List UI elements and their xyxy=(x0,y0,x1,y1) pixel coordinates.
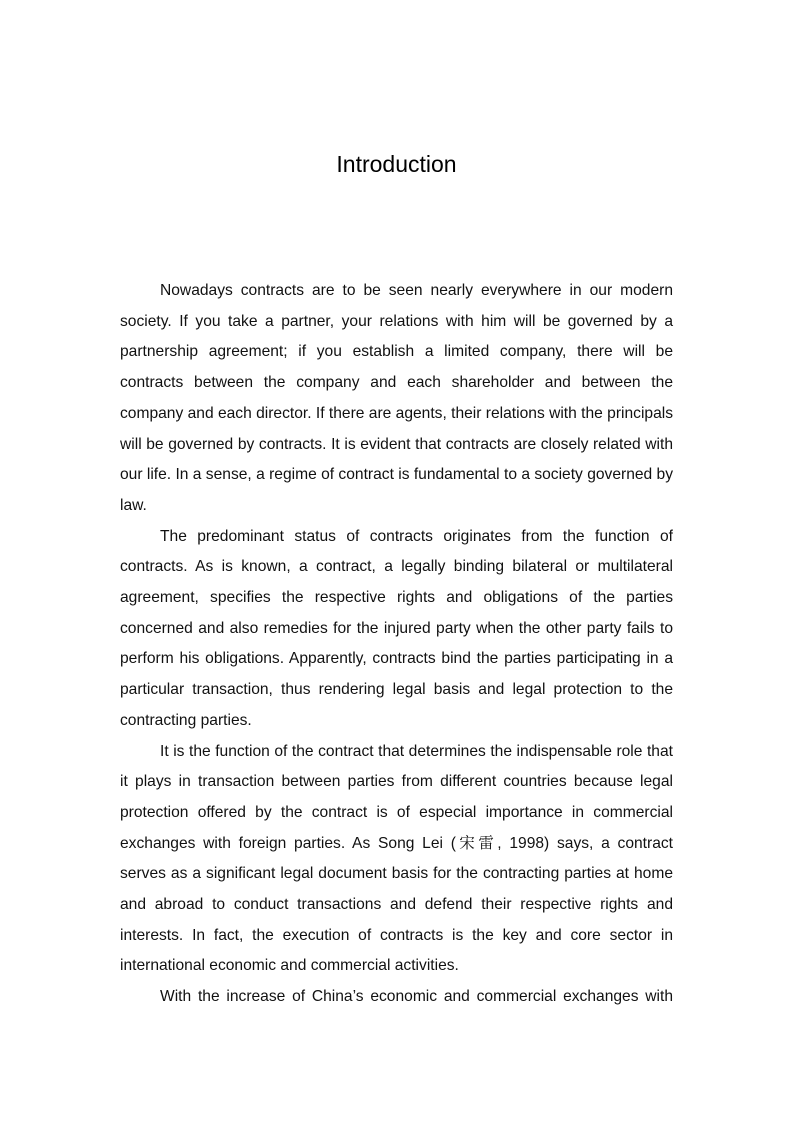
page-title: Introduction xyxy=(336,151,457,177)
paragraph-3: It is the function of the contract that determines the indispensable role that it plays in transaction between parties from different countries because legal protection offered by the contract is of especial importance in commercial exchanges with foreign parties. As Song Lei (宋雷, 1998) says, a contract serves as a significant legal document basis for the contracting parties at home and abroad to conduct transactions and defend their respective rights and interests. In fact, the execution of contracts is the key and core sector in international economic and commercial activities. xyxy=(120,742,673,975)
paragraph-4: With the increase of China’s economic and commercial exchanges with xyxy=(160,988,673,1006)
document-body xyxy=(120,276,673,1013)
paragraph-1: Nowadays contracts are to be seen nearly everywhere in our modern society. If you take a partner, your relations with him will be governed by a partnership agreement; if you establish a limited company, there will be contracts between the company and each shareholder and between the company and each director. If there are agents, their relations with the principals will be governed by contracts. It is evident that contracts are closely related with our life. In a sense, a regime of contract is fundamental to a society governed by law. xyxy=(120,282,674,514)
paragraph-2: The predominant status of contracts originates from the function of contracts. As is known, a contract, a legally binding bilateral or multilateral agreement, specifies the respective rights and obligations of the parties concerned and also remedies for the injured party when the other party fails to perform his obligations. Apparently, contracts bind the parties participating in a particular transaction, thus rendering legal basis and legal protection to the contracting parties. xyxy=(120,527,673,729)
